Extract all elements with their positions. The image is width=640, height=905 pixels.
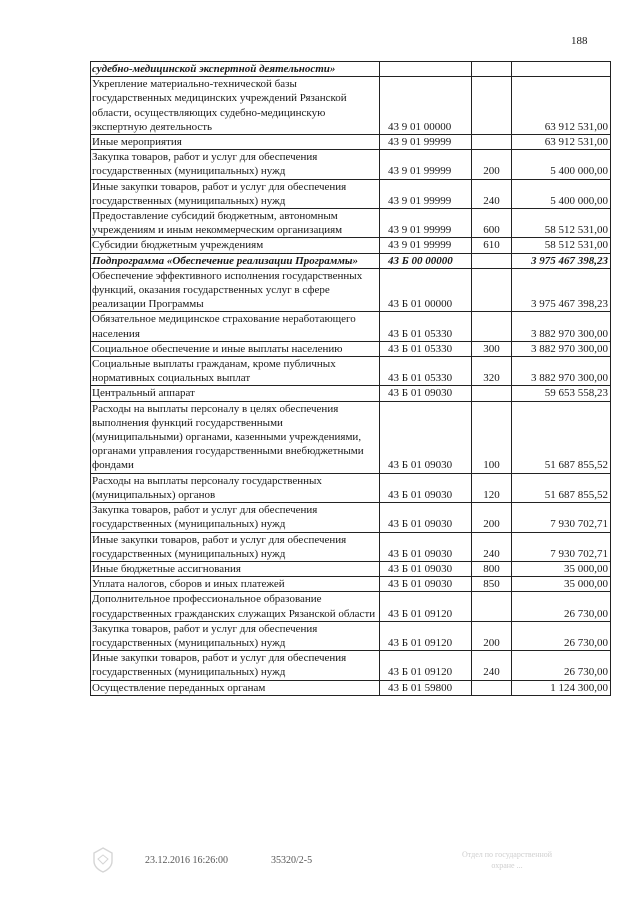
row-sum-cell: 26 730,00 bbox=[512, 651, 611, 680]
footer-watermark: Отдел по государственной охране ... bbox=[461, 850, 553, 870]
row-name-cell: Иные закупки товаров, работ и услуг для обеспечения государственных (муниципальных) нужд bbox=[91, 651, 380, 680]
row-name-cell: Закупка товаров, работ и услуг для обеспечения государственных (муниципальных) нужд bbox=[91, 621, 380, 650]
row-name-cell: Социальное обеспечение и иные выплаты населению bbox=[91, 341, 380, 356]
row-name-cell: Иные мероприятия bbox=[91, 135, 380, 150]
row-sum-cell: 63 912 531,00 bbox=[512, 135, 611, 150]
row-sum-cell bbox=[512, 62, 611, 77]
row-name-cell: Иные бюджетные ассигнования bbox=[91, 561, 380, 576]
row-code-cell: 43 Б 01 09030 bbox=[380, 577, 472, 592]
table-row bbox=[91, 135, 611, 150]
row-name-cell: Иные закупки товаров, работ и услуг для обеспечения государственных (муниципальных) нужд bbox=[91, 532, 380, 561]
row-sum-cell: 3 882 970 300,00 bbox=[512, 357, 611, 386]
row-code-cell: 43 Б 01 09120 bbox=[380, 651, 472, 680]
footer-date: 23.12.2016 16:26:00 bbox=[145, 855, 229, 866]
row-sum-cell: 58 512 531,00 bbox=[512, 238, 611, 253]
row-name-cell: Предоставление субсидий бюджетным, автономным учреждениям и иным некоммерческим организациям bbox=[91, 209, 380, 238]
table-row bbox=[91, 561, 611, 576]
row-expense-type-cell: 200 bbox=[472, 503, 512, 532]
table-row bbox=[91, 503, 611, 532]
row-sum-cell: 5 400 000,00 bbox=[512, 150, 611, 179]
row-name-cell: Дополнительное профессиональное образование государственных гражданских служащих Рязанской области bbox=[91, 592, 380, 621]
row-expense-type-cell bbox=[472, 312, 512, 341]
row-name-cell: Центральный аппарат bbox=[91, 386, 380, 401]
row-sum-cell: 3 882 970 300,00 bbox=[512, 341, 611, 356]
row-expense-type-cell: 120 bbox=[472, 473, 512, 502]
row-expense-type-cell: 300 bbox=[472, 341, 512, 356]
row-name-cell: Субсидии бюджетным учреждениям bbox=[91, 238, 380, 253]
row-name-cell: Обязательное медицинское страхование неработающего населения bbox=[91, 312, 380, 341]
row-expense-type-cell: 100 bbox=[472, 401, 512, 473]
emblem-icon bbox=[92, 847, 114, 873]
row-code-cell: 43 9 01 99999 bbox=[380, 209, 472, 238]
table-row bbox=[91, 62, 611, 77]
row-name-cell: Закупка товаров, работ и услуг для обеспечения государственных (муниципальных) нужд bbox=[91, 503, 380, 532]
row-name-cell: Осуществление переданных органам bbox=[91, 680, 380, 695]
table-row bbox=[91, 268, 611, 312]
budget-table bbox=[90, 61, 611, 696]
table-row bbox=[91, 592, 611, 621]
row-sum-cell: 59 653 558,23 bbox=[512, 386, 611, 401]
table-row bbox=[91, 401, 611, 473]
row-sum-cell: 26 730,00 bbox=[512, 592, 611, 621]
row-sum-cell: 5 400 000,00 bbox=[512, 179, 611, 208]
table-row bbox=[91, 386, 611, 401]
row-sum-cell: 7 930 702,71 bbox=[512, 503, 611, 532]
row-code-cell: 43 Б 01 00000 bbox=[380, 268, 472, 312]
table-row bbox=[91, 473, 611, 502]
table-row bbox=[91, 209, 611, 238]
row-code-cell: 43 Б 01 09030 bbox=[380, 561, 472, 576]
table-row bbox=[91, 341, 611, 356]
row-name-cell: Подпрограмма «Обеспечение реализации Программы» bbox=[91, 253, 380, 268]
row-sum-cell: 3 975 467 398,23 bbox=[512, 253, 611, 268]
row-code-cell bbox=[380, 62, 472, 77]
row-name-cell: Закупка товаров, работ и услуг для обеспечения государственных (муниципальных) нужд bbox=[91, 150, 380, 179]
row-sum-cell: 51 687 855,52 bbox=[512, 401, 611, 473]
row-expense-type-cell bbox=[472, 268, 512, 312]
row-sum-cell: 3 882 970 300,00 bbox=[512, 312, 611, 341]
table-row bbox=[91, 651, 611, 680]
row-name-cell: Расходы на выплаты персоналу государственных (муниципальных) органов bbox=[91, 473, 380, 502]
row-expense-type-cell bbox=[472, 62, 512, 77]
row-code-cell: 43 Б 01 59800 bbox=[380, 680, 472, 695]
row-code-cell: 43 9 01 99999 bbox=[380, 135, 472, 150]
row-name-cell: Обеспечение эффективного исполнения государственных функций, оказания государственных услуг в сфере реализации Программы bbox=[91, 268, 380, 312]
row-name-cell: Расходы на выплаты персоналу в целях обеспечения выполнения функций государственными (муниципальными) органами, казенными учреждениями, органами управления государственными внебюджетными фондами bbox=[91, 401, 380, 473]
row-sum-cell: 58 512 531,00 bbox=[512, 209, 611, 238]
row-expense-type-cell: 240 bbox=[472, 651, 512, 680]
row-code-cell: 43 9 01 00000 bbox=[380, 77, 472, 135]
row-expense-type-cell: 200 bbox=[472, 150, 512, 179]
row-expense-type-cell: 320 bbox=[472, 357, 512, 386]
table-row bbox=[91, 357, 611, 386]
table-row bbox=[91, 577, 611, 592]
row-code-cell: 43 Б 01 09030 bbox=[380, 503, 472, 532]
table-row bbox=[91, 621, 611, 650]
table-row bbox=[91, 150, 611, 179]
table-row bbox=[91, 77, 611, 135]
row-name-cell: Социальные выплаты гражданам, кроме публичных нормативных социальных выплат bbox=[91, 357, 380, 386]
row-sum-cell: 51 687 855,52 bbox=[512, 473, 611, 502]
row-code-cell: 43 9 01 99999 bbox=[380, 238, 472, 253]
page-number: 188 bbox=[571, 35, 588, 47]
table-row bbox=[91, 312, 611, 341]
row-sum-cell: 3 975 467 398,23 bbox=[512, 268, 611, 312]
table-row bbox=[91, 680, 611, 695]
row-expense-type-cell bbox=[472, 77, 512, 135]
table-body bbox=[91, 62, 611, 696]
table-row bbox=[91, 532, 611, 561]
row-expense-type-cell: 240 bbox=[472, 532, 512, 561]
row-code-cell: 43 9 01 99999 bbox=[380, 150, 472, 179]
row-sum-cell: 63 912 531,00 bbox=[512, 77, 611, 135]
row-expense-type-cell bbox=[472, 592, 512, 621]
row-expense-type-cell: 800 bbox=[472, 561, 512, 576]
row-sum-cell: 35 000,00 bbox=[512, 577, 611, 592]
row-code-cell: 43 Б 01 05330 bbox=[380, 341, 472, 356]
row-expense-type-cell bbox=[472, 135, 512, 150]
row-expense-type-cell: 240 bbox=[472, 179, 512, 208]
row-sum-cell: 35 000,00 bbox=[512, 561, 611, 576]
row-code-cell: 43 Б 01 09030 bbox=[380, 532, 472, 561]
row-code-cell: 43 Б 01 09120 bbox=[380, 592, 472, 621]
row-name-cell: судебно-медицинской экспертной деятельности» bbox=[91, 62, 380, 77]
row-expense-type-cell: 200 bbox=[472, 621, 512, 650]
row-name-cell: Иные закупки товаров, работ и услуг для обеспечения государственных (муниципальных) нужд bbox=[91, 179, 380, 208]
row-expense-type-cell bbox=[472, 386, 512, 401]
table-row bbox=[91, 238, 611, 253]
row-code-cell: 43 9 01 99999 bbox=[380, 179, 472, 208]
row-code-cell: 43 Б 01 09120 bbox=[380, 621, 472, 650]
row-sum-cell: 1 124 300,00 bbox=[512, 680, 611, 695]
row-expense-type-cell bbox=[472, 680, 512, 695]
row-code-cell: 43 Б 01 05330 bbox=[380, 357, 472, 386]
row-sum-cell: 26 730,00 bbox=[512, 621, 611, 650]
row-code-cell: 43 Б 01 05330 bbox=[380, 312, 472, 341]
row-expense-type-cell: 600 bbox=[472, 209, 512, 238]
row-sum-cell: 7 930 702,71 bbox=[512, 532, 611, 561]
row-name-cell: Укрепление материально-технической базы государственных медицинских учреждений Рязанской области, осуществляющих судебно-медицинскую экспертную деятельность bbox=[91, 77, 380, 135]
table-row bbox=[91, 253, 611, 268]
row-expense-type-cell: 610 bbox=[472, 238, 512, 253]
row-expense-type-cell bbox=[472, 253, 512, 268]
row-name-cell: Уплата налогов, сборов и иных платежей bbox=[91, 577, 380, 592]
footer-doc-code: 35320/2-5 bbox=[271, 855, 313, 866]
row-code-cell: 43 Б 01 09030 bbox=[380, 386, 472, 401]
row-code-cell: 43 Б 01 09030 bbox=[380, 401, 472, 473]
table-row bbox=[91, 179, 611, 208]
row-code-cell: 43 Б 00 00000 bbox=[380, 253, 472, 268]
row-expense-type-cell: 850 bbox=[472, 577, 512, 592]
row-code-cell: 43 Б 01 09030 bbox=[380, 473, 472, 502]
